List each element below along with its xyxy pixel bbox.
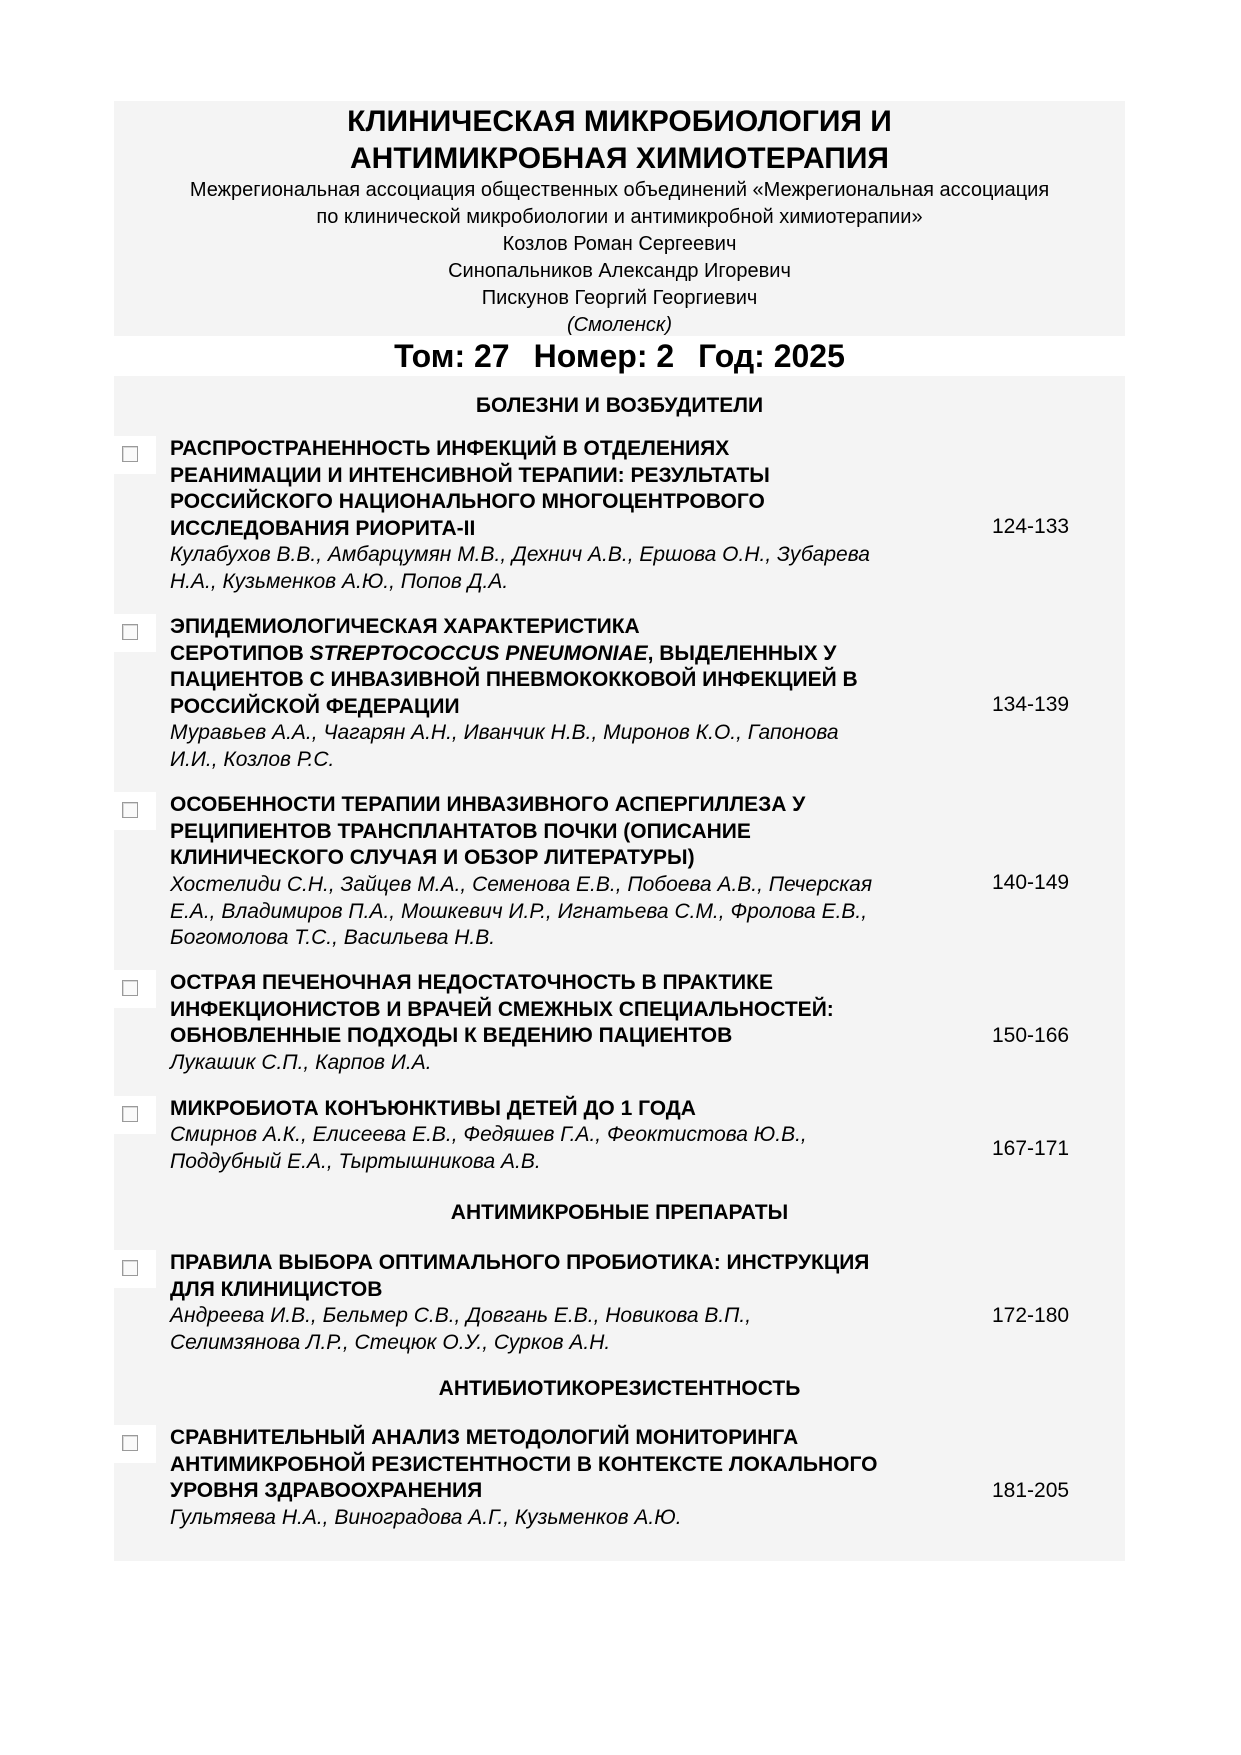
- article-authors-line: Лукашик С.П., Карпов И.А.: [170, 1051, 432, 1074]
- article-authors-line: Е.А., Владимиров П.А., Мошкевич И.Р., Игнатьева С.М., Фролова Е.В.,: [170, 899, 868, 923]
- checkbox-icon: [122, 1106, 138, 1122]
- article-title-text: СЕРОТИПОВ: [170, 641, 310, 665]
- article-authors: [170, 1050, 960, 1077]
- article-title-line: РАСПРОСТРАНЕННОСТЬ ИНФЕКЦИЙ В ОТДЕЛЕНИЯХ: [170, 437, 730, 460]
- article-authors: [170, 1505, 960, 1532]
- article-authors: [170, 1122, 960, 1175]
- article-checkbox[interactable]: [114, 792, 156, 830]
- article-pages: 172-180: [992, 1304, 1070, 1327]
- article-authors-line: Поддубный Е.А., Тыртышникова А.В.: [170, 1149, 541, 1173]
- article-authors-line: Смирнов А.К., Елисеева Е.В., Федяшев Г.А., Феоктистова Ю.В.,: [170, 1123, 807, 1146]
- section-heading: АНТИБИОТИКОРЕЗИСТЕНТНОСТЬ: [438, 1377, 801, 1400]
- checkbox-icon: [122, 1260, 138, 1276]
- article-authors: [170, 542, 960, 595]
- article-checkbox[interactable]: [114, 1425, 156, 1463]
- article-pages: 150-166: [992, 1024, 1070, 1047]
- article-title-line: ЭПИДЕМИОЛОГИЧЕСКАЯ ХАРАКТЕРИСТИКА: [170, 615, 640, 638]
- publisher-line: Межрегиональная ассоциация общественных объединений «Межрегиональная ассоциация: [189, 179, 1050, 201]
- article-title-line: РОССИЙСКОГО НАЦИОНАЛЬНОГО МНОГОЦЕНТРОВОГО: [170, 490, 765, 513]
- checkbox-icon: [122, 980, 138, 996]
- article-authors-line: И.И., Козлов Р.С.: [170, 747, 335, 771]
- article-title-line: [170, 641, 960, 668]
- article-title-line: ПРАВИЛА ВЫБОРА ОПТИМАЛЬНОГО ПРОБИОТИКА: ИНСТРУКЦИЯ: [170, 1251, 870, 1274]
- article-checkbox[interactable]: [114, 1250, 156, 1288]
- issue-year: Год: 2025: [698, 338, 845, 374]
- journal-title: [114, 101, 1125, 177]
- article-authors-line: Н.А., Кузьменков А.Ю., Попов Д.А.: [170, 569, 509, 593]
- article-pages: 124-133: [992, 515, 1070, 538]
- editor-name: Пискунов Георгий Георгиевич: [481, 287, 758, 309]
- article-title-line: УРОВНЯ ЗДРАВООХРАНЕНИЯ: [170, 1479, 483, 1502]
- issue-number: Номер: 2: [533, 338, 675, 374]
- article-checkbox[interactable]: [114, 436, 156, 474]
- article-title-line: ОСОБЕННОСТИ ТЕРАПИИ ИНВАЗИВНОГО АСПЕРГИЛЛЕЗА У: [170, 793, 806, 816]
- article-authors: [170, 1303, 960, 1356]
- article-title-line: СРАВНИТЕЛЬНЫЙ АНАЛИЗ МЕТОДОЛОГИЙ МОНИТОРИНГА: [170, 1426, 799, 1449]
- section-heading: БОЛЕЗНИ И ВОЗБУДИТЕЛИ: [475, 394, 764, 417]
- article-title-text: , ВЫДЕЛЕННЫХ У: [647, 641, 837, 665]
- article-pages: 140-149: [992, 871, 1070, 894]
- journal-title-line: АНТИМИКРОБНАЯ ХИМИОТЕРАПИЯ: [350, 142, 889, 175]
- editor-name: Козлов Роман Сергеевич: [502, 233, 737, 255]
- article-pages: 181-205: [992, 1479, 1070, 1502]
- article-title-line: АНТИМИКРОБНОЙ РЕЗИСТЕНТНОСТИ В КОНТЕКСТЕ ЛОКАЛЬНОГО: [170, 1452, 878, 1476]
- article-authors-line: Богомолова Т.С., Васильева Н.В.: [170, 926, 496, 949]
- publication-city: (Смоленск): [566, 314, 672, 336]
- article-title[interactable]: [170, 614, 960, 720]
- article-authors-line: Хостелиди С.Н., Зайцев М.А., Семенова Е.В., Побоева А.В., Печерская: [170, 873, 873, 896]
- article-title-line: РОССИЙСКОЙ ФЕДЕРАЦИИ: [170, 694, 460, 718]
- article-title-line: ОБНОВЛЕННЫЕ ПОДХОДЫ К ВЕДЕНИЮ ПАЦИЕНТОВ: [170, 1024, 733, 1047]
- article-title-line: ОСТРАЯ ПЕЧЕНОЧНАЯ НЕДОСТАТОЧНОСТЬ В ПРАКТИКЕ: [170, 971, 773, 994]
- article-checkbox[interactable]: [114, 1096, 156, 1134]
- article-pages: 134-139: [992, 693, 1070, 716]
- article-authors-line: Гультяева Н.А., Виноградова А.Г., Кузьменков А.Ю.: [170, 1506, 682, 1529]
- article-title-line: ДЛЯ КЛИНИЦИСТОВ: [170, 1277, 383, 1301]
- article-checkbox[interactable]: [114, 970, 156, 1008]
- article-title-line: МИКРОБИОТА КОНЪЮНКТИВЫ ДЕТЕЙ ДО 1 ГОДА: [170, 1097, 696, 1120]
- article-title[interactable]: [170, 436, 960, 542]
- checkbox-icon: [122, 624, 138, 640]
- article-title[interactable]: [170, 970, 960, 1050]
- checkbox-icon: [122, 802, 138, 818]
- article-authors-line: Андреева И.В., Бельмер С.В., Довгань Е.В., Новикова В.П.,: [170, 1304, 752, 1327]
- issue-info: [114, 336, 1125, 376]
- article-title[interactable]: [170, 792, 960, 872]
- article-checkbox[interactable]: [114, 614, 156, 652]
- journal-header: [114, 101, 1125, 339]
- publisher-line: по клинической микробиологии и антимикробной химиотерапии»: [316, 206, 923, 228]
- article-authors-line: Кулабухов В.В., Амбарцумян М.В., Дехнич А.В., Ершова О.Н., Зубарева: [170, 543, 870, 566]
- issue-volume: Том: 27: [394, 338, 510, 374]
- article-title-line: РЕЦИПИЕНТОВ ТРАНСПЛАНТАТОВ ПОЧКИ (ОПИСАНИЕ: [170, 819, 751, 843]
- journal-title-line: КЛИНИЧЕСКАЯ МИКРОБИОЛОГИЯ И: [347, 105, 892, 138]
- article-authors: [170, 720, 960, 773]
- checkbox-icon: [122, 1435, 138, 1451]
- publisher: [114, 177, 1125, 231]
- article-title[interactable]: [170, 1425, 960, 1505]
- section-heading: АНТИМИКРОБНЫЕ ПРЕПАРАТЫ: [450, 1201, 789, 1224]
- article-title[interactable]: [170, 1096, 960, 1123]
- checkbox-icon: [122, 446, 138, 462]
- article-title-line: ИНФЕКЦИОНИСТОВ И ВРАЧЕЙ СМЕЖНЫХ СПЕЦИАЛЬНОСТЕЙ:: [170, 997, 834, 1021]
- article-title-line: ИССЛЕДОВАНИЯ РИОРИТА-II: [170, 516, 476, 540]
- editor-name: Синопальников Александр Игоревич: [448, 260, 791, 282]
- article-title-italic: STREPTOCOCCUS PNEUMONIAE: [309, 641, 648, 665]
- article-title-line: ПАЦИЕНТОВ С ИНВАЗИВНОЙ ПНЕВМОКОККОВОЙ ИНФЕКЦИЕЙ В: [170, 668, 858, 691]
- article-pages: 167-171: [992, 1137, 1070, 1160]
- article-authors-line: Муравьев А.А., Чагарян А.Н., Иванчик Н.В., Миронов К.О., Гапонова: [170, 721, 839, 744]
- article-authors-line: Селимзянова Л.Р., Стецюк О.У., Сурков А.Н.: [170, 1330, 611, 1354]
- article-title[interactable]: [170, 1250, 960, 1303]
- article-title-line: КЛИНИЧЕСКОГО СЛУЧАЯ И ОБЗОР ЛИТЕРАТУРЫ): [170, 846, 695, 869]
- article-title-line: РЕАНИМАЦИИ И ИНТЕНСИВНОЙ ТЕРАПИИ: РЕЗУЛЬТАТЫ: [170, 463, 770, 487]
- article-authors: [170, 872, 960, 952]
